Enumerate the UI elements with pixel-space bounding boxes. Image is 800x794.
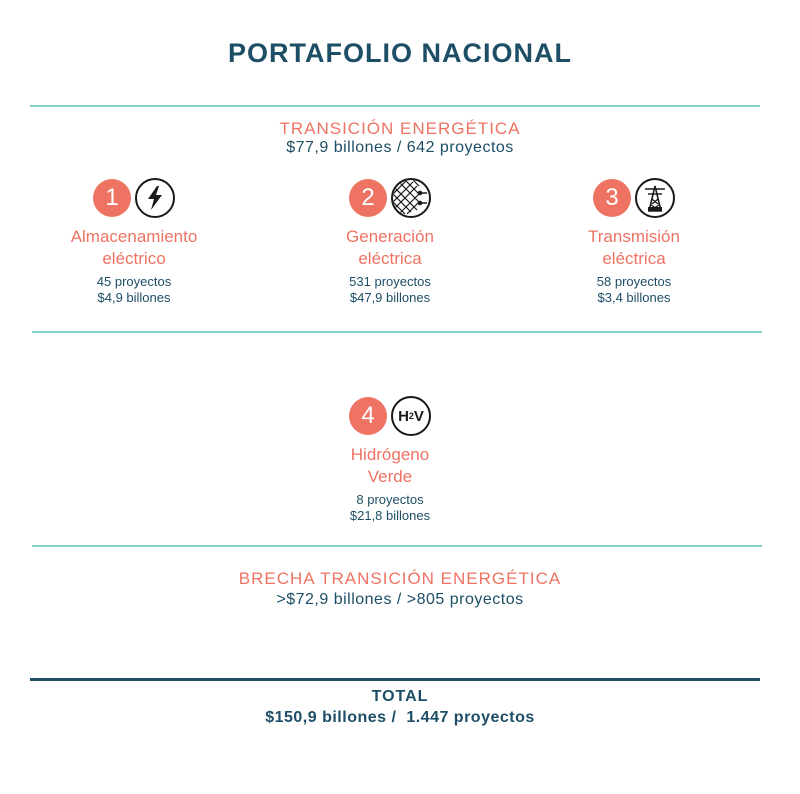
item-amount: $47,9 billones bbox=[349, 290, 431, 305]
item-generation bbox=[280, 178, 500, 306]
item-number: 3 bbox=[593, 179, 631, 217]
item-projects: 8 proyectos bbox=[356, 492, 424, 507]
gap-heading: BRECHA TRANSICIÓN ENERGÉTICA bbox=[238, 569, 562, 588]
total-divider bbox=[30, 678, 760, 681]
item-amount: $3,4 billones bbox=[597, 290, 671, 305]
item-projects: 58 proyectos bbox=[596, 274, 672, 289]
item-name: Almacenamiento eléctrico bbox=[70, 227, 198, 268]
hydrogen-icon: H 2 V bbox=[391, 396, 431, 436]
total-heading: TOTAL bbox=[371, 688, 429, 705]
item-amount: $4,9 billones bbox=[97, 290, 171, 305]
middle-divider bbox=[32, 331, 762, 333]
item-storage bbox=[24, 178, 244, 306]
item-number: 2 bbox=[349, 179, 387, 217]
item-projects: 45 proyectos bbox=[96, 274, 172, 289]
item-projects: 531 proyectos bbox=[349, 274, 431, 289]
item-hydrogen bbox=[280, 396, 500, 524]
item-transmission bbox=[524, 178, 744, 306]
top-divider bbox=[30, 105, 760, 107]
item-number: 4 bbox=[349, 397, 387, 435]
item-number: 1 bbox=[93, 179, 131, 217]
transition-heading: TRANSICIÓN ENERGÉTICA bbox=[279, 119, 521, 138]
item-amount: $21,8 billones bbox=[349, 508, 431, 523]
transition-summary: $77,9 billones / 642 proyectos bbox=[286, 139, 514, 156]
transmission-tower-icon bbox=[635, 178, 675, 218]
total-summary: $150,9 billones / 1.447 proyectos bbox=[265, 709, 535, 726]
item-name: Generación eléctrica bbox=[346, 227, 434, 268]
gap-summary: >$72,9 billones / >805 proyectos bbox=[276, 591, 524, 608]
lower-divider bbox=[32, 545, 762, 547]
item-name: Transmisión eléctrica bbox=[588, 227, 680, 268]
solar-panel-icon bbox=[391, 178, 431, 218]
page-title: PORTAFOLIO NACIONAL bbox=[228, 38, 572, 68]
item-name: Hidrógeno Verde bbox=[350, 445, 430, 486]
lightning-icon bbox=[135, 178, 175, 218]
